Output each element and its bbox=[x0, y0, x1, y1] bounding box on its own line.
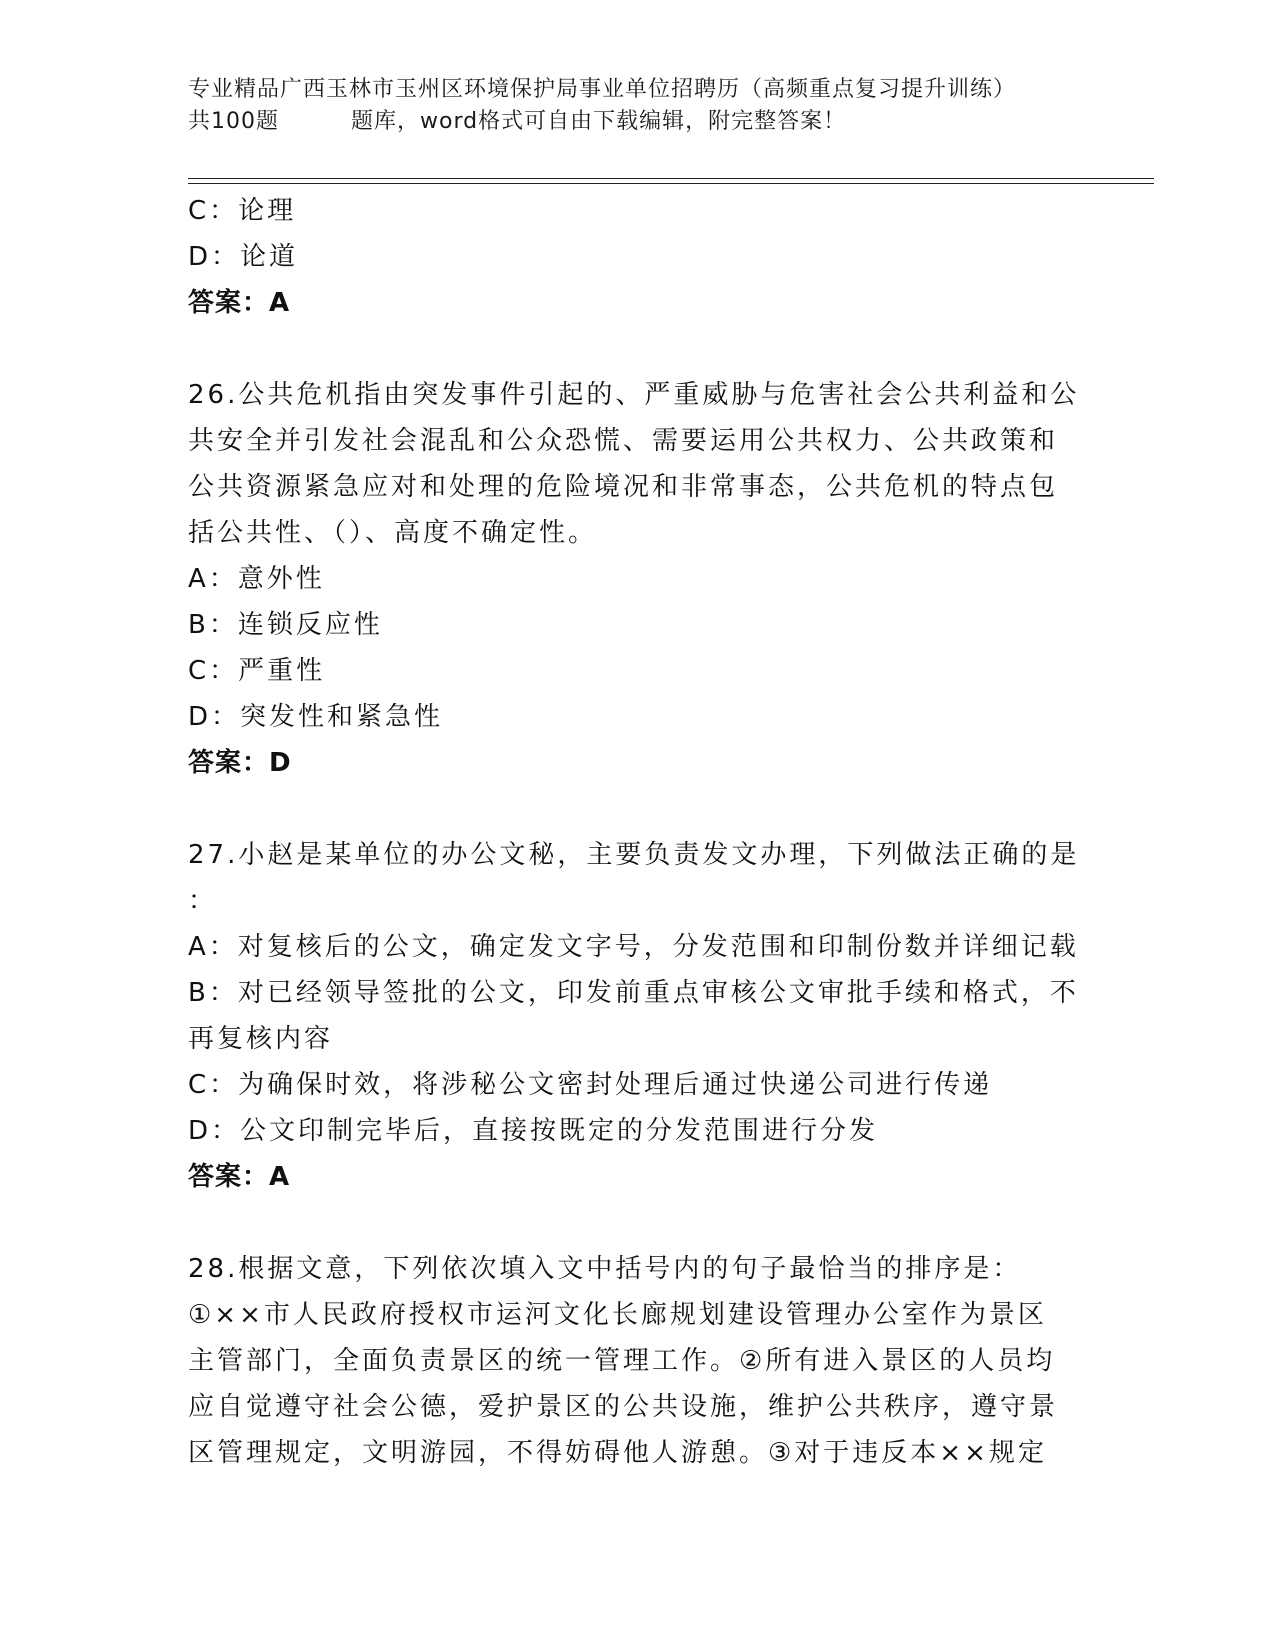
option-line: D：论道 bbox=[188, 242, 299, 272]
header-subtitle-line bbox=[188, 106, 1088, 138]
option-line: D：突发性和紧急性 bbox=[188, 702, 444, 732]
option-line: C：为确保时效，将涉秘公文密封处理后通过快递公司进行传递 bbox=[188, 1070, 993, 1100]
question-block-26 bbox=[188, 372, 1088, 786]
option-line: A：对复核后的公文，确定发文字号，分发范围和印制份数并详细记载 bbox=[188, 932, 1079, 962]
header-title-line: 专业精品广西玉林市玉州区环境保护局事业单位招聘历（高频重点复习提升训练） bbox=[188, 77, 1017, 102]
option-line: 再复核内容 bbox=[188, 1024, 334, 1054]
option-line: B：对已经领导签批的公文，印发前重点审核公文审批手续和格式，不 bbox=[188, 978, 1079, 1008]
option-line: C：论理 bbox=[188, 196, 297, 226]
passage-line: 主管部门，全面负责景区的统一管理工作。②所有进入景区的人员均 bbox=[188, 1346, 1056, 1376]
passage-line: ①××市人民政府授权市运河文化长廊规划建设管理办公室作为景区 bbox=[188, 1300, 1047, 1330]
question-text-line: 公共资源紧急应对和处理的危险境况和非常事态，公共危机的特点包 bbox=[188, 472, 1059, 502]
question-content bbox=[188, 188, 1088, 1476]
question-text-line: ： bbox=[188, 886, 218, 916]
option-line: C：严重性 bbox=[188, 656, 326, 686]
header-description: 题库，word格式可自由下载编辑，附完整答案！ bbox=[351, 109, 847, 134]
question-block-28 bbox=[188, 1246, 1088, 1476]
question-block-27 bbox=[188, 832, 1088, 1200]
document-header bbox=[188, 74, 1088, 138]
answer-line: 答案：D bbox=[188, 748, 292, 778]
question-block-25-tail bbox=[188, 188, 1088, 326]
question-text-line: 28.根据文意，下列依次填入文中括号内的句子最恰当的排序是： bbox=[188, 1254, 1022, 1284]
question-text-line: 26.公共危机指由突发事件引起的、严重威胁与危害社会公共利益和公 bbox=[188, 380, 1080, 410]
answer-line: 答案：A bbox=[188, 288, 291, 318]
passage-line: 应自觉遵守社会公德，爱护景区的公共设施，维护公共秩序，遵守景 bbox=[188, 1392, 1059, 1422]
question-text-line: 27.小赵是某单位的办公文秘，主要负责发文办理，下列做法正确的是 bbox=[188, 840, 1080, 870]
header-divider-top bbox=[188, 178, 1154, 179]
header-question-count: 共100题 bbox=[188, 109, 279, 134]
question-text-line: 括公共性、（）、高度不确定性。 bbox=[188, 518, 598, 548]
question-text-line: 共安全并引发社会混乱和公众恐慌、需要运用公共权力、公共政策和 bbox=[188, 426, 1059, 456]
option-line: B：连锁反应性 bbox=[188, 610, 383, 640]
header-divider-bottom bbox=[188, 183, 1154, 184]
option-line: A：意外性 bbox=[188, 564, 325, 594]
answer-line: 答案：A bbox=[188, 1162, 291, 1192]
passage-line: 区管理规定，文明游园，不得妨碍他人游憩。③对于违反本××规定 bbox=[188, 1438, 1047, 1468]
option-line: D：公文印制完毕后，直接按既定的分发范围进行分发 bbox=[188, 1116, 879, 1146]
